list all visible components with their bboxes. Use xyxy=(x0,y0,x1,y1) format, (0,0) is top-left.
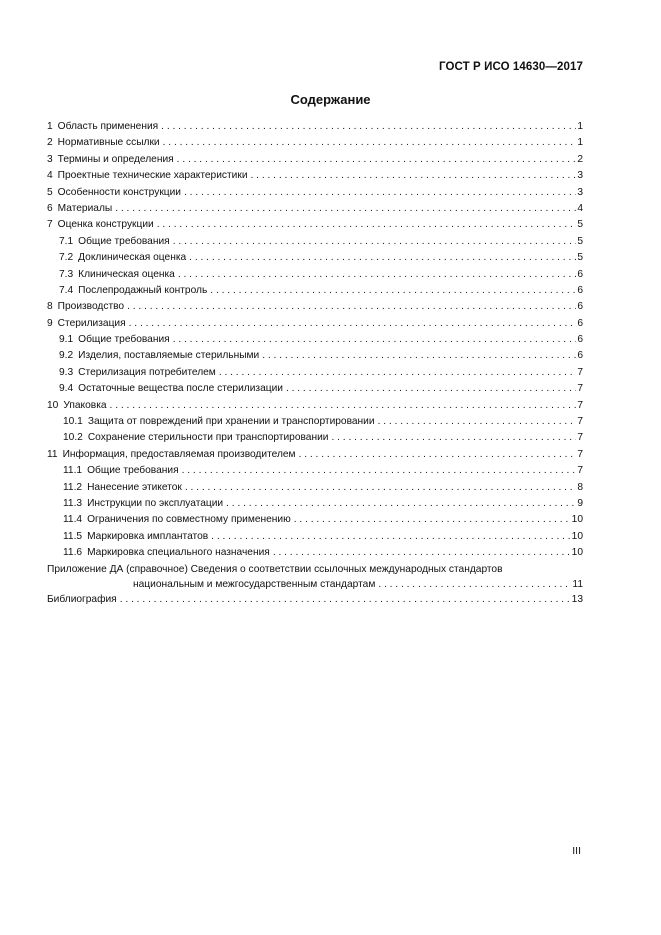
toc-entry[interactable] xyxy=(47,250,583,266)
toc-entry-label: Защита от повреждений при хранении и транспортировании xyxy=(87,416,375,428)
toc-entry-label: Материалы xyxy=(57,202,113,214)
page-number-roman: III xyxy=(572,845,581,857)
toc-entry-label: Нормативные ссылки xyxy=(57,137,160,149)
leader-dots xyxy=(184,185,576,201)
toc-entry-page-number: 10 xyxy=(571,547,583,559)
toc-entry-label: Область применения xyxy=(57,121,159,132)
toc-annex-entry[interactable] xyxy=(47,562,583,592)
toc-entry-page-number: 5 xyxy=(577,252,583,264)
toc-entry-label: Общие требования xyxy=(78,334,170,346)
leader-dots xyxy=(173,332,577,348)
toc-entry[interactable] xyxy=(47,185,583,201)
page-title: Содержание xyxy=(290,92,371,107)
toc-entry-label: Проектные технические характеристики xyxy=(57,170,248,182)
toc-entry-number: 3 xyxy=(47,153,53,165)
toc-entry-page-number: 6 xyxy=(577,284,583,296)
leader-dots xyxy=(127,299,576,315)
toc-entry-page-number: 3 xyxy=(577,186,583,198)
leader-dots xyxy=(210,283,576,299)
toc-entry[interactable] xyxy=(47,512,583,528)
leader-dots xyxy=(177,152,577,168)
leader-dots xyxy=(378,414,577,430)
bibliography-page-number: 13 xyxy=(571,593,583,605)
bibliography-label: Библиография xyxy=(47,593,117,605)
leader-dots xyxy=(294,512,571,528)
toc-entry-number: 10 xyxy=(47,399,59,411)
toc-entry-label: Общие требования xyxy=(87,465,179,477)
toc-entry-label: Маркировка имплантатов xyxy=(87,530,209,542)
toc-entry[interactable] xyxy=(47,480,583,496)
toc-entry-page-number: 7 xyxy=(577,465,583,477)
leader-dots xyxy=(115,201,576,217)
toc-entry-label: Производство xyxy=(57,301,125,313)
toc-entry-page-number: 1 xyxy=(577,121,583,132)
toc-entry[interactable] xyxy=(47,496,583,512)
leader-dots xyxy=(219,365,577,381)
toc-entry-number: 11.3 xyxy=(63,497,83,509)
toc-entry-number: 8 xyxy=(47,301,53,313)
toc-entry-number: 1 xyxy=(47,121,53,132)
leader-dots xyxy=(120,592,571,608)
table-of-contents xyxy=(47,119,583,608)
toc-entry-label: Маркировка специального назначения xyxy=(87,547,270,559)
toc-entry-label: Нанесение этикеток xyxy=(87,481,182,493)
toc-entry-number: 11 xyxy=(47,448,58,460)
toc-entry[interactable] xyxy=(47,381,583,397)
toc-entry-label: Стерилизация потребителем xyxy=(78,366,216,378)
toc-bibliography-entry[interactable] xyxy=(47,592,583,608)
toc-entry-page-number: 1 xyxy=(577,137,583,149)
leader-dots xyxy=(185,480,576,496)
toc-entry-label: Термины и определения xyxy=(57,153,174,165)
toc-entry[interactable] xyxy=(47,234,583,250)
toc-entry-page-number: 8 xyxy=(577,481,583,493)
toc-entry-number: 11.5 xyxy=(63,530,83,542)
toc-entry-number: 9 xyxy=(47,317,53,329)
leader-dots xyxy=(211,529,571,545)
leader-dots xyxy=(286,381,576,397)
toc-entry-label: Остаточные вещества после стерилизации xyxy=(78,383,283,395)
toc-entry-number: 7.4 xyxy=(59,284,74,296)
toc-entry[interactable] xyxy=(47,152,583,168)
toc-entry-page-number: 7 xyxy=(577,383,583,395)
toc-entry[interactable] xyxy=(47,201,583,217)
toc-entry-number: 7.3 xyxy=(59,268,74,280)
toc-entry[interactable] xyxy=(47,348,583,364)
toc-entry-page-number: 7 xyxy=(577,432,583,444)
toc-entry[interactable] xyxy=(47,463,583,479)
toc-entry[interactable] xyxy=(47,267,583,283)
toc-entry[interactable] xyxy=(47,398,583,414)
toc-entry[interactable] xyxy=(47,299,583,315)
toc-entry-number: 11.1 xyxy=(63,465,83,477)
toc-entry-number: 9.4 xyxy=(59,383,74,395)
toc-entry-number: 2 xyxy=(47,137,53,149)
toc-entry-label: Оценка конструкции xyxy=(57,219,154,231)
toc-entry-number: 9.2 xyxy=(59,350,74,362)
leader-dots xyxy=(161,119,576,135)
leader-dots xyxy=(163,135,577,151)
toc-entry-label: Упаковка xyxy=(63,399,107,411)
toc-entry-number: 11.2 xyxy=(63,481,83,493)
toc-entry[interactable] xyxy=(47,365,583,381)
leader-dots xyxy=(189,250,576,266)
toc-entry-number: 11.6 xyxy=(63,547,83,559)
toc-entry-label: Особенности конструкции xyxy=(57,186,181,198)
toc-entry-page-number: 10 xyxy=(571,530,583,542)
toc-entry[interactable] xyxy=(47,168,583,184)
toc-entry-page-number: 4 xyxy=(577,202,583,214)
leader-dots xyxy=(378,578,571,592)
leader-dots xyxy=(273,545,571,561)
leader-dots xyxy=(299,447,577,463)
toc-entry-label: Послепродажный контроль xyxy=(78,284,208,296)
annex-page-number: 11 xyxy=(572,578,583,590)
toc-entry-page-number: 6 xyxy=(577,268,583,280)
toc-entry-number: 6 xyxy=(47,202,53,214)
toc-entry[interactable] xyxy=(47,217,583,233)
toc-entry-page-number: 2 xyxy=(577,153,583,165)
toc-entry-page-number: 6 xyxy=(577,334,583,346)
toc-entry-page-number: 10 xyxy=(571,514,583,526)
toc-entry[interactable] xyxy=(47,414,583,430)
toc-entry[interactable] xyxy=(47,447,583,463)
toc-entry[interactable] xyxy=(47,430,583,446)
toc-entry-number: 10.1 xyxy=(63,416,83,428)
leader-dots xyxy=(226,496,576,512)
leader-dots xyxy=(157,217,577,233)
leader-dots xyxy=(110,398,577,414)
toc-entry-number: 9.1 xyxy=(59,334,74,346)
toc-entry-label: Ограничения по совместному применению xyxy=(87,514,291,526)
leader-dots xyxy=(262,348,576,364)
toc-entry-label: Инструкции по эксплуатации xyxy=(87,497,224,509)
toc-entry[interactable] xyxy=(47,545,583,561)
toc-entry[interactable] xyxy=(47,135,583,151)
toc-entry-label: Общие требования xyxy=(78,235,170,247)
toc-entry-label: Информация, предоставляемая производителем xyxy=(62,448,296,460)
toc-entry-label: Клиническая оценка xyxy=(78,268,175,280)
toc-entry-page-number: 5 xyxy=(577,219,583,231)
toc-entry-number: 5 xyxy=(47,186,53,198)
leader-dots xyxy=(173,234,577,250)
toc-entry[interactable] xyxy=(47,316,583,332)
toc-entry-page-number: 6 xyxy=(577,350,583,362)
toc-entry-page-number: 6 xyxy=(577,301,583,313)
toc-entry-number: 7.1 xyxy=(59,235,74,247)
toc-entry-page-number: 9 xyxy=(577,497,583,509)
leader-dots xyxy=(178,267,576,283)
toc-entry-page-number: 5 xyxy=(577,235,583,247)
leader-dots xyxy=(331,430,576,446)
annex-title-line1: Приложение ДА (справочное) Сведения о соответствии ссылочных международных стандартов xyxy=(47,563,503,575)
leader-dots xyxy=(182,463,577,479)
toc-entry[interactable] xyxy=(47,332,583,348)
toc-entry-page-number: 7 xyxy=(577,399,583,411)
document-code: ГОСТ Р ИСО 14630—2017 xyxy=(438,61,583,73)
toc-entry-number: 11.4 xyxy=(63,514,83,526)
toc-entry-page-number: 7 xyxy=(577,366,583,378)
toc-entry-number: 10.2 xyxy=(63,432,83,444)
toc-entry-number: 7 xyxy=(47,219,53,231)
toc-entry-page-number: 7 xyxy=(577,448,583,460)
annex-title-line2: национальным и межгосударственным стандартам xyxy=(133,578,376,590)
toc-entry-label: Стерилизация xyxy=(57,317,126,329)
leader-dots xyxy=(251,168,577,184)
toc-entry[interactable] xyxy=(47,119,583,135)
toc-entry[interactable] xyxy=(47,283,583,299)
toc-entry-label: Изделия, поставляемые стерильными xyxy=(78,350,260,362)
toc-entry-page-number: 3 xyxy=(577,170,583,182)
leader-dots xyxy=(129,316,577,332)
toc-entry-label: Доклиническая оценка xyxy=(78,252,187,264)
toc-entry-number: 7.2 xyxy=(59,252,74,264)
toc-entry[interactable] xyxy=(47,529,583,545)
toc-entry-number: 4 xyxy=(47,170,53,182)
toc-entry-label: Сохранение стерильности при транспортировании xyxy=(87,432,329,444)
toc-entry-page-number: 6 xyxy=(577,317,583,329)
toc-entry-number: 9.3 xyxy=(59,366,74,378)
toc-entry-page-number: 7 xyxy=(577,416,583,428)
